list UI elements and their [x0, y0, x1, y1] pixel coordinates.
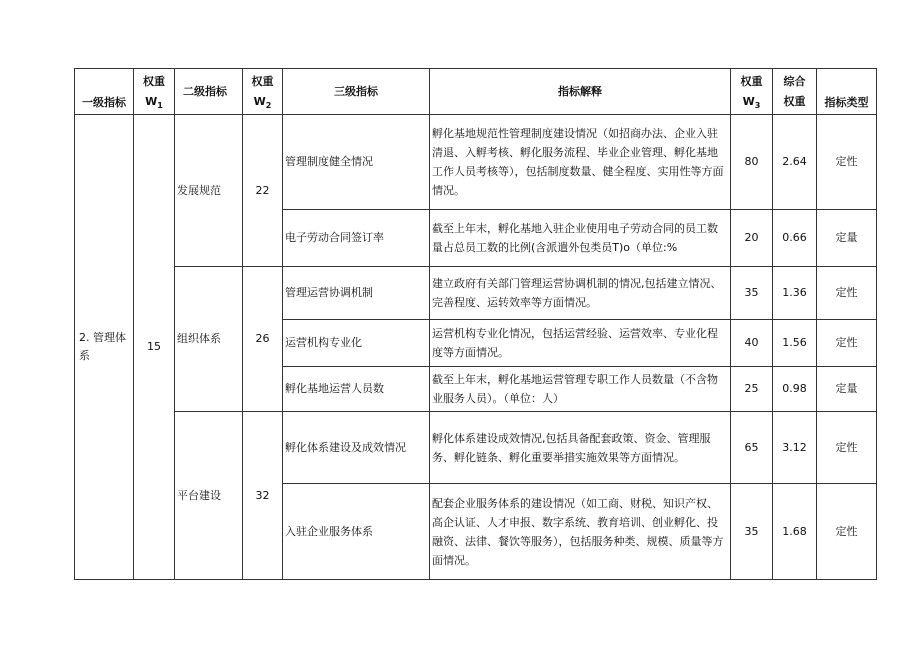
- table-row: [75, 267, 877, 320]
- level1-name: 2. 管理体 系: [75, 115, 134, 580]
- header-level1: 一级指标: [75, 69, 134, 115]
- indicator-name: 管理制度健全情况: [283, 115, 430, 210]
- indicator-explanation: 截至上年末，孵化基地入驻企业使用电子劳动合同的员工数量占总员工数的比例(含派遣外包类员T)o（单位:%: [430, 210, 731, 267]
- indicator-weight: 25: [731, 367, 773, 412]
- combined-weight: 1.36: [773, 267, 817, 320]
- group-name: 平台建设: [175, 412, 243, 580]
- indicator-type: 定量: [817, 367, 877, 412]
- group-name: 发展规范: [175, 115, 243, 267]
- indicator-name: 管理运营协调机制: [283, 267, 430, 320]
- indicator-type: 定性: [817, 115, 877, 210]
- indicator-name: 运营机构专业化: [283, 320, 430, 367]
- indicator-name: 电子劳动合同签订率: [283, 210, 430, 267]
- indicator-type: 定性: [817, 320, 877, 367]
- header-weight2: 权重 $W_2$: [243, 69, 283, 115]
- indicator-table: [74, 68, 877, 580]
- group-weight: 22: [243, 115, 283, 267]
- header-weight3: 权重 $W_3$: [731, 69, 773, 115]
- indicator-name: 孵化基地运营人员数: [283, 367, 430, 412]
- indicator-weight: 35: [731, 267, 773, 320]
- combined-weight: 3.12: [773, 412, 817, 484]
- table-row: [75, 412, 877, 484]
- indicator-weight: 40: [731, 320, 773, 367]
- indicator-type: 定性: [817, 267, 877, 320]
- indicator-name: 入驻企业服务体系: [283, 484, 430, 580]
- indicator-type: 定性: [817, 484, 877, 580]
- combined-weight: 1.68: [773, 484, 817, 580]
- indicator-explanation: 孵化基地规范性管理制度建设情况（如招商办法、企业入驻清退、入孵考核、孵化服务流程、毕业企业管理、孵化基地工作人员考核等），包括制度数量、健全程度、实用性等方面情况。: [430, 115, 731, 210]
- header-level3: 三级指标: [283, 69, 430, 115]
- indicator-explanation: 截至上年末，孵化基地运营管理专职工作人员数量（不含物业服务人员）。（单位：人）: [430, 367, 731, 412]
- indicator-explanation: 孵化体系建设成效情况,包括具备配套政策、资金、管理服务、孵化链条、孵化重要举措实施效果等方面情况。: [430, 412, 731, 484]
- indicator-weight: 65: [731, 412, 773, 484]
- indicator-weight: 35: [731, 484, 773, 580]
- indicator-explanation: 运营机构专业化情况，包括运营经验、运营效率、专业化程度等方面情况。: [430, 320, 731, 367]
- combined-weight: 2.64: [773, 115, 817, 210]
- indicator-type: 定性: [817, 412, 877, 484]
- indicator-name: 孵化体系建设及成效情况: [283, 412, 430, 484]
- indicator-weight: 20: [731, 210, 773, 267]
- combined-weight: 0.98: [773, 367, 817, 412]
- header-combined-weight: 综合 权重: [773, 69, 817, 115]
- table-row: [75, 115, 877, 210]
- header-weight1: 权重 $W_1$: [134, 69, 175, 115]
- combined-weight: 1.56: [773, 320, 817, 367]
- group-name: 组织体系: [175, 267, 243, 412]
- header-explanation: 指标解释: [430, 69, 731, 115]
- combined-weight: 0.66: [773, 210, 817, 267]
- header-level2: 二级指标: [175, 69, 243, 115]
- header-type: 指标类型: [817, 69, 877, 115]
- header-row: [75, 69, 877, 115]
- indicator-weight: 80: [731, 115, 773, 210]
- group-weight: 32: [243, 412, 283, 580]
- indicator-explanation: 建立政府有关部门管理运营协调机制的情况,包括建立情况、完善程度、运转效率等方面情况。: [430, 267, 731, 320]
- level1-weight: 15: [134, 115, 175, 580]
- indicator-explanation: 配套企业服务体系的建设情况（如工商、财税、知识产权、高企认证、人才申报、数字系统、教育培训、创业孵化、投融资、法律、餐饮等服务），包括服务种类、规模、质量等方面情况。: [430, 484, 731, 580]
- indicator-type: 定量: [817, 210, 877, 267]
- group-weight: 26: [243, 267, 283, 412]
